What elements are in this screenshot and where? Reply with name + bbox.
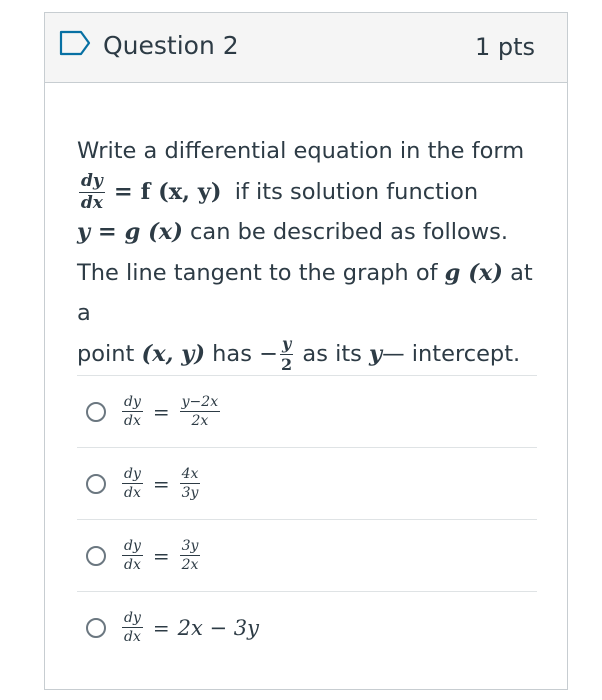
answer-list — [77, 375, 537, 663]
question-line-2: $\frac{dy}{dx}$ = f (x, y) if its solution function — [80, 170, 479, 213]
radio-icon[interactable] — [86, 618, 106, 638]
flag-icon[interactable] — [59, 30, 91, 56]
answer-option-4[interactable] — [77, 591, 537, 663]
question-line-4: The line tangent to the graph of g (x) at a — [77, 259, 533, 326]
answer-option-2[interactable] — [77, 447, 537, 519]
radio-icon[interactable] — [86, 546, 106, 566]
question-title: Question 2 — [103, 31, 239, 60]
question-header — [45, 13, 567, 83]
answer-equation: $\frac{dy}{dx}$ = 2x − 3y — [124, 610, 260, 645]
question-points: 1 pts — [474, 33, 535, 61]
dydx-fraction: $\frac{dy}{dx}$ — [80, 170, 103, 213]
answer-option-1[interactable] — [77, 375, 537, 447]
radio-icon[interactable] — [86, 402, 106, 422]
question-line-3: y = g (x) can be described as follows. — [77, 219, 509, 245]
question-line-5: point (x, y) has − $\frac{y}{2}$ as its y— intercept. — [77, 333, 521, 374]
y-over-2-fraction: $\frac{y}{2}$ — [281, 333, 293, 374]
question-card — [44, 12, 568, 690]
question-line-1: Write a differential equation in the form — [77, 138, 525, 164]
answer-option-3[interactable] — [77, 519, 537, 591]
answer-equation: $\frac{dy}{dx}$ = $\frac{3y}{2x}$ — [124, 538, 199, 573]
answer-equation: $\frac{dy}{dx}$ = $\frac{4x}{3y}$ — [124, 466, 199, 501]
radio-icon[interactable] — [86, 474, 106, 494]
answer-equation: $\frac{dy}{dx}$ = $\frac{y-2x}{2x}$ — [124, 394, 219, 429]
question-text — [77, 131, 547, 374]
